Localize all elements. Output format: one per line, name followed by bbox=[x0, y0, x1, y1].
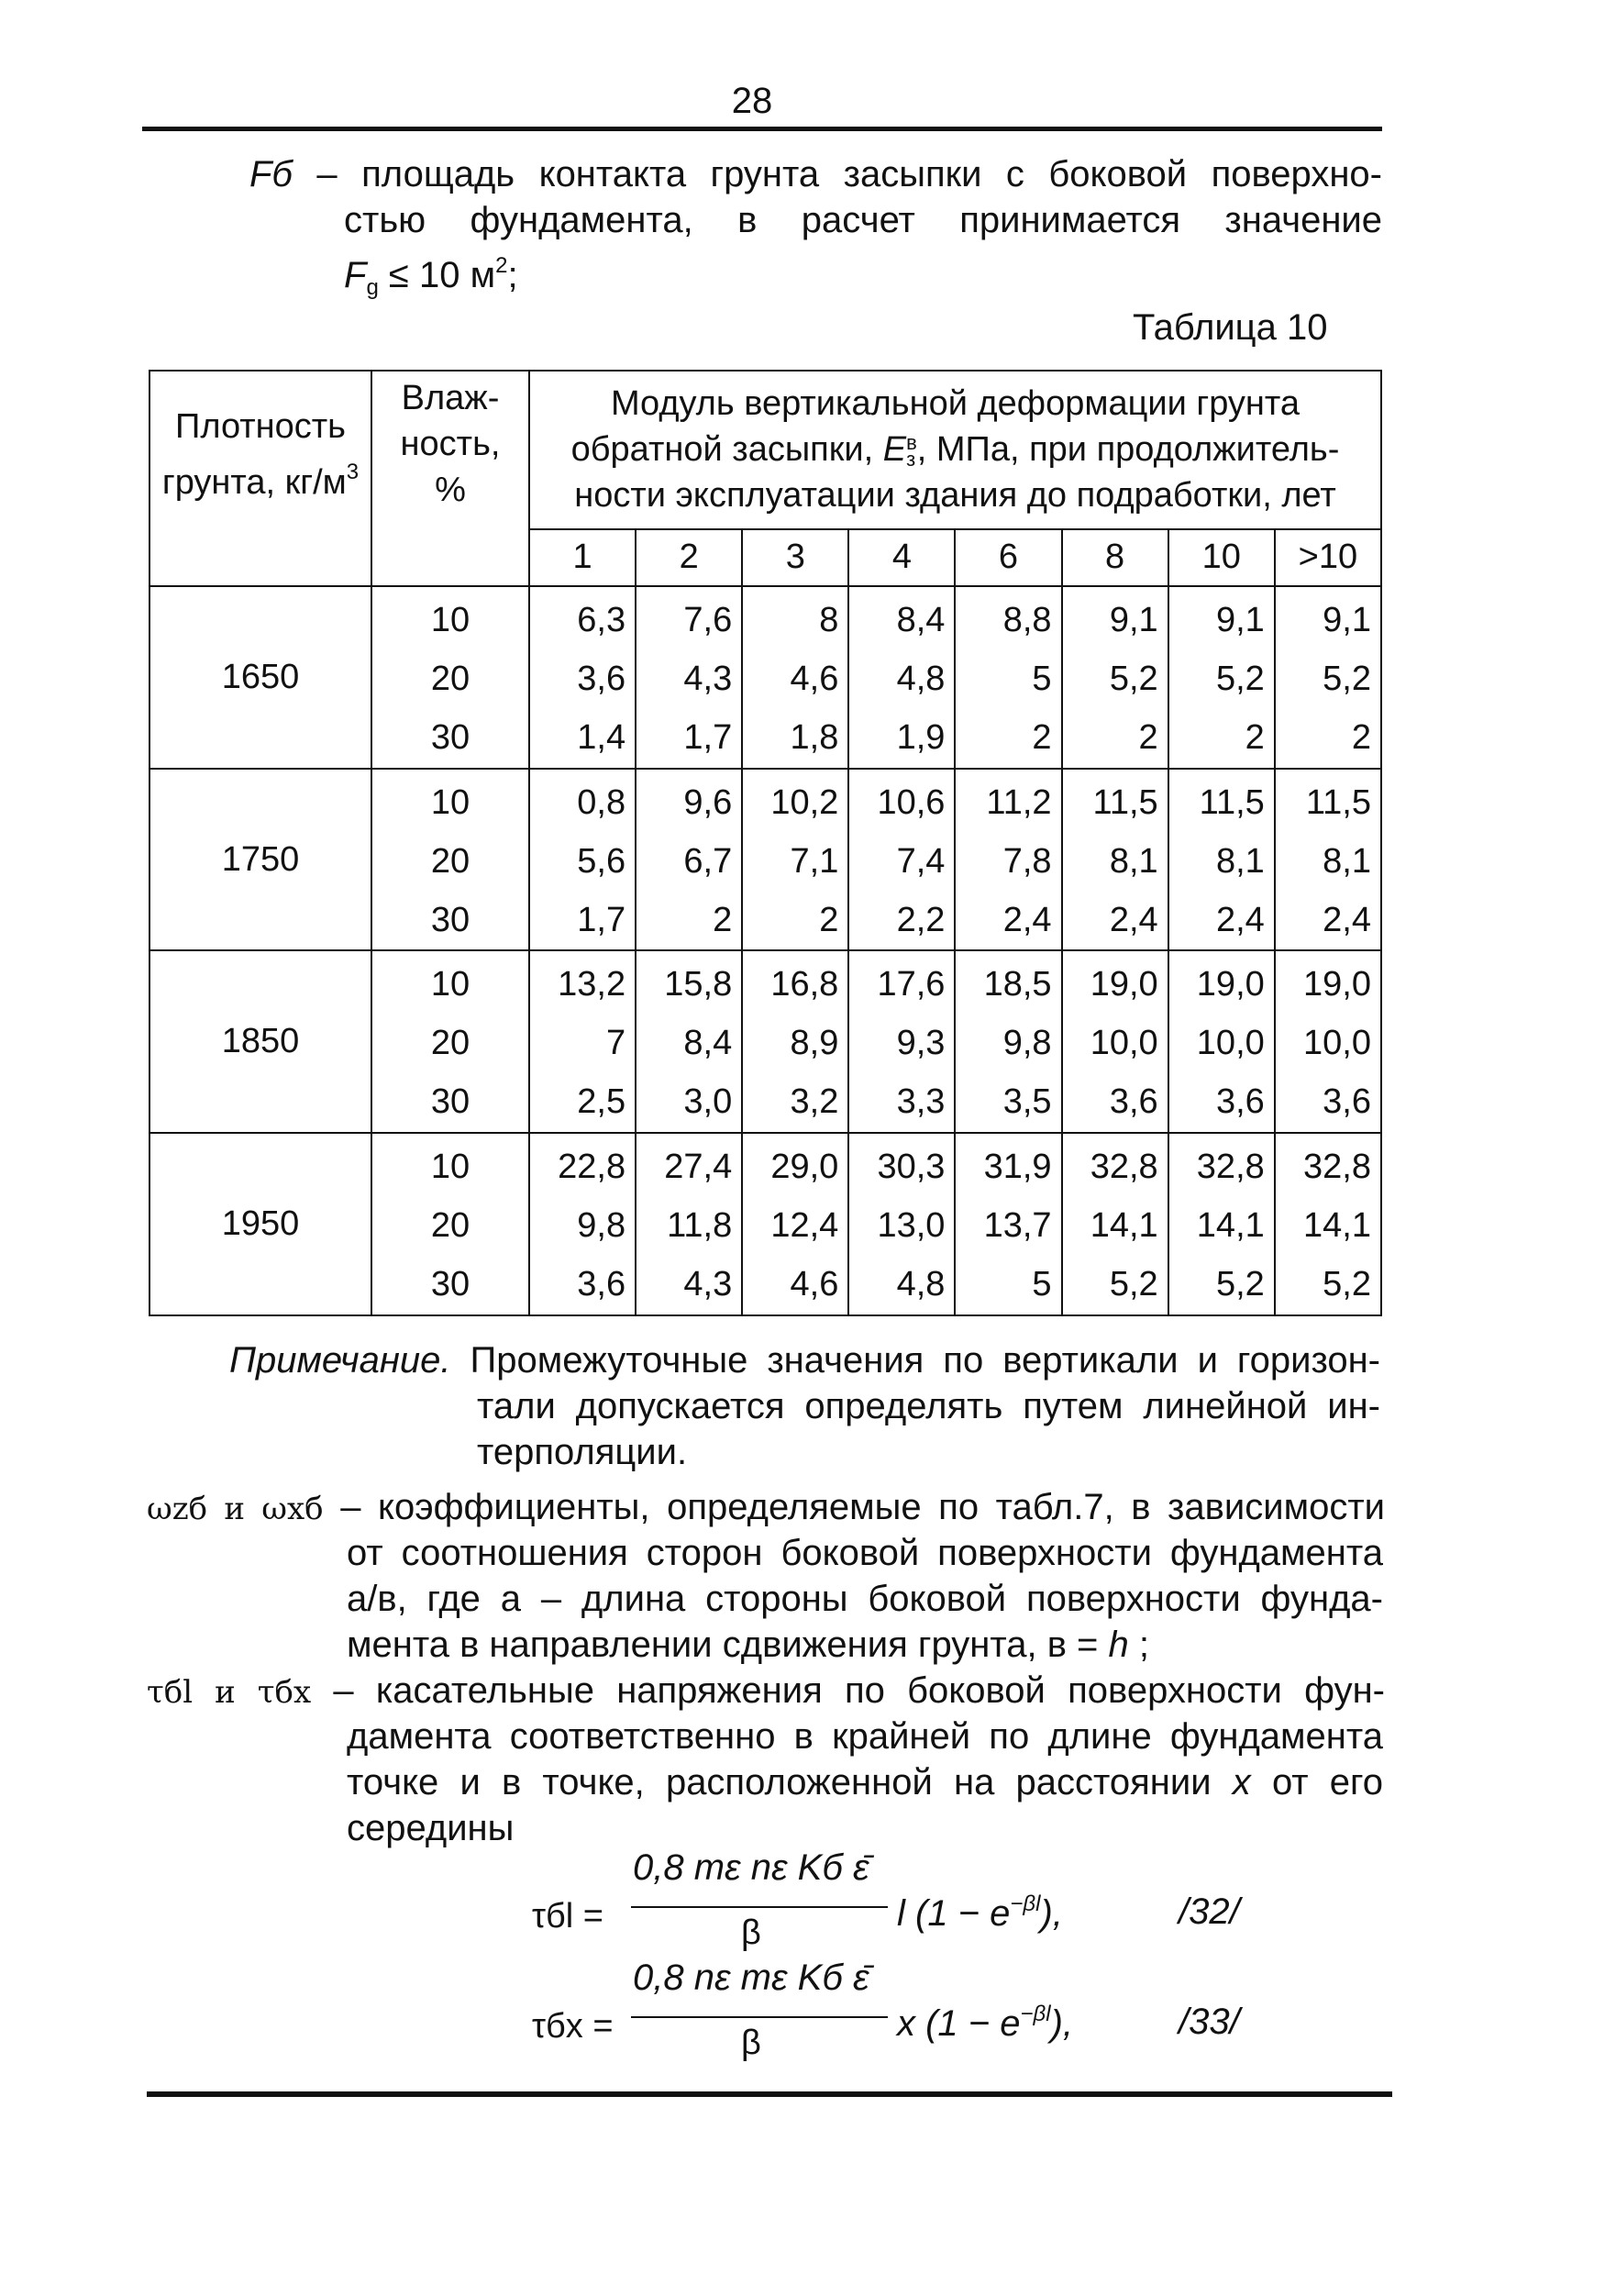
modulus-value: 2 bbox=[1351, 717, 1371, 757]
modulus-value: 9,3 bbox=[896, 1024, 946, 1063]
formula-33-exponent: −βl bbox=[1020, 2002, 1051, 2026]
modulus-value: 4,8 bbox=[896, 659, 946, 698]
header-modulus-l2b: , МПа, при продолжитель- bbox=[916, 430, 1340, 470]
modulus-cell bbox=[848, 769, 955, 951]
tau-text-1: – касательные напряжения по боковой поверхности фун- bbox=[333, 1670, 1385, 1711]
intro-text-1: – площадь контакта грунта засыпки с боковой поверхно- bbox=[316, 154, 1382, 194]
omega-line-4 bbox=[347, 1622, 1383, 1668]
header-density-sup: 3 bbox=[346, 460, 360, 484]
density-group-row bbox=[149, 769, 1381, 951]
modulus-value: 2 bbox=[713, 900, 733, 939]
modulus-value: 1,4 bbox=[577, 717, 626, 757]
formula-33-tail-end: ), bbox=[1050, 2003, 1074, 2044]
modulus-value: 9,1 bbox=[1109, 600, 1158, 639]
header-modulus-l3: ности эксплуатации здания до подработки, лет bbox=[574, 476, 1336, 516]
formula-32-exponent: −βl bbox=[1010, 1891, 1041, 1916]
year-cell: 3 bbox=[742, 529, 848, 586]
modulus-value: 2 bbox=[1138, 717, 1158, 757]
modulus-value: 1,9 bbox=[896, 717, 946, 757]
header-modulus-indices bbox=[906, 431, 917, 471]
modulus-value: 12,4 bbox=[770, 1206, 839, 1246]
modulus-value: 10,0 bbox=[1090, 1024, 1158, 1063]
modulus-cell bbox=[529, 586, 636, 769]
modulus-cell bbox=[1168, 1133, 1275, 1315]
density-cell: 1850 bbox=[149, 950, 371, 1133]
modulus-cell bbox=[1275, 1133, 1381, 1315]
density-group-row bbox=[149, 586, 1381, 769]
note-paragraph-cont bbox=[477, 1383, 1380, 1475]
modulus-value: 19,0 bbox=[1303, 965, 1371, 1004]
header-modulus-sub: з bbox=[906, 448, 916, 471]
density-cell: 1950 bbox=[149, 1133, 371, 1315]
modulus-value: 8 bbox=[819, 600, 839, 639]
modulus-value: 2,4 bbox=[1109, 900, 1158, 939]
modulus-value: 14,1 bbox=[1090, 1206, 1158, 1246]
modulus-value: 2,4 bbox=[1002, 900, 1052, 939]
modulus-cell bbox=[1062, 769, 1168, 951]
humidity-value: 10 bbox=[430, 782, 470, 822]
modulus-value: 5,2 bbox=[1215, 659, 1265, 698]
humidity-cell bbox=[371, 769, 529, 951]
intro-line-3 bbox=[344, 243, 1382, 311]
intro-fg-symbol: F bbox=[344, 255, 367, 295]
humidity-value: 20 bbox=[430, 1024, 470, 1063]
modulus-value: 18,5 bbox=[983, 965, 1052, 1004]
formula-32-tail bbox=[897, 1891, 1063, 1935]
formula-32-tail-end: ), bbox=[1040, 1893, 1063, 1934]
humidity-value: 30 bbox=[430, 900, 470, 939]
modulus-value: 1,7 bbox=[683, 717, 733, 757]
year-cell: 4 bbox=[848, 529, 955, 586]
modulus-value: 5,2 bbox=[1109, 659, 1158, 698]
modulus-value: 3,6 bbox=[577, 659, 626, 698]
header-modulus-symbol: E bbox=[882, 430, 907, 470]
header-modulus-l1: Модуль вертикальной деформации грунта bbox=[610, 384, 1301, 424]
humidity-value: 30 bbox=[430, 1265, 470, 1304]
tau-text-2: дамента соответственно в крайней по длине фундамента bbox=[347, 1716, 1383, 1757]
note-text-2: тали допускается определять путем линейной ин- bbox=[477, 1386, 1380, 1426]
note-text-1: Промежуточные значения по вертикали и горизон- bbox=[470, 1340, 1380, 1381]
humidity-value: 20 bbox=[430, 659, 470, 698]
modulus-value: 9,1 bbox=[1215, 600, 1265, 639]
modulus-value: 4,8 bbox=[896, 1265, 946, 1304]
formula-32-tail-text: l (1 − e bbox=[897, 1893, 1011, 1934]
modulus-value: 31,9 bbox=[983, 1148, 1052, 1187]
modulus-cell bbox=[1062, 1133, 1168, 1315]
modulus-value: 3,6 bbox=[1323, 1082, 1371, 1122]
modulus-cell bbox=[529, 769, 636, 951]
modulus-cell bbox=[955, 769, 1061, 951]
omega-definition bbox=[147, 1484, 1385, 1532]
modulus-value: 5,6 bbox=[577, 841, 626, 881]
humidity-value: 30 bbox=[430, 1082, 470, 1122]
modulus-value: 2,5 bbox=[577, 1082, 626, 1122]
modulus-cell bbox=[636, 769, 742, 951]
modulus-cell bbox=[742, 769, 848, 951]
modulus-value: 3,6 bbox=[1109, 1082, 1158, 1122]
modulus-value: 29,0 bbox=[770, 1148, 839, 1187]
formula-33-lhs: τбx = bbox=[532, 2007, 614, 2046]
note-text-3: терполяции. bbox=[477, 1432, 688, 1472]
omega-text-1: – коэффициенты, определяемые по табл.7, в зависимости bbox=[340, 1487, 1385, 1527]
humidity-value: 10 bbox=[430, 965, 470, 1004]
density-cell: 1750 bbox=[149, 769, 371, 951]
modulus-value: 5,2 bbox=[1109, 1265, 1158, 1304]
modulus-cell bbox=[1062, 586, 1168, 769]
footer-rule bbox=[147, 2091, 1392, 2097]
modulus-value: 1,7 bbox=[577, 900, 626, 939]
density-group-row bbox=[149, 1133, 1381, 1315]
modulus-value: 9,8 bbox=[1002, 1024, 1052, 1063]
intro-fg-sub: g bbox=[366, 275, 379, 300]
omega-h-symbol: h bbox=[1108, 1625, 1129, 1665]
year-cell: 1 bbox=[529, 529, 636, 586]
modulus-cell bbox=[636, 950, 742, 1133]
modulus-value: 5 bbox=[1032, 659, 1052, 698]
modulus-value: 4,3 bbox=[683, 659, 733, 698]
header-density-l1: Плотность bbox=[175, 407, 346, 446]
year-cell: 10 bbox=[1168, 529, 1275, 586]
modulus-value: 11,8 bbox=[667, 1206, 733, 1246]
intro-paragraph-cont bbox=[344, 197, 1382, 311]
modulus-value: 2,2 bbox=[896, 900, 946, 939]
humidity-value: 20 bbox=[430, 841, 470, 881]
modulus-value: 4,3 bbox=[683, 1265, 733, 1304]
tau-text-4: середины bbox=[347, 1808, 515, 1848]
humidity-cell bbox=[371, 586, 529, 769]
modulus-value: 8,4 bbox=[683, 1024, 733, 1063]
modulus-value: 3,3 bbox=[896, 1082, 946, 1122]
formula-33-denominator: β bbox=[741, 2024, 761, 2062]
modulus-value: 8,1 bbox=[1215, 841, 1265, 881]
modulus-value: 8,8 bbox=[1002, 600, 1052, 639]
modulus-value: 9,6 bbox=[683, 782, 733, 822]
humidity-value: 10 bbox=[430, 600, 470, 639]
note-paragraph bbox=[229, 1337, 1380, 1383]
modulus-value: 3,6 bbox=[1215, 1082, 1265, 1122]
modulus-value: 32,8 bbox=[1303, 1148, 1371, 1187]
modulus-value: 7,6 bbox=[683, 600, 733, 639]
year-cell: >10 bbox=[1275, 529, 1381, 586]
formula-33-fraction-bar bbox=[631, 2016, 888, 2018]
modulus-value: 5 bbox=[1032, 1265, 1052, 1304]
header-humidity-l2: ность, % bbox=[400, 425, 501, 509]
modulus-value: 3,5 bbox=[1002, 1082, 1052, 1122]
density-group-row bbox=[149, 950, 1381, 1133]
modulus-cell bbox=[742, 1133, 848, 1315]
modulus-value: 6,3 bbox=[577, 600, 626, 639]
modulus-value: 22,8 bbox=[558, 1148, 626, 1187]
modulus-cell bbox=[848, 586, 955, 769]
formula-33-tag: /33/ bbox=[1179, 2002, 1240, 2042]
modulus-value: 11,5 bbox=[1092, 782, 1158, 822]
modulus-value: 15,8 bbox=[664, 965, 733, 1004]
modulus-value: 5,2 bbox=[1323, 1265, 1371, 1304]
header-density-l2: грунта, кг/м bbox=[161, 463, 347, 502]
modulus-value: 9,8 bbox=[577, 1206, 626, 1246]
intro-fg-end: ; bbox=[507, 255, 518, 295]
modulus-cell bbox=[1168, 586, 1275, 769]
density-cell: 1650 bbox=[149, 586, 371, 769]
modulus-value: 2,4 bbox=[1215, 900, 1265, 939]
modulus-cell bbox=[1275, 586, 1381, 769]
modulus-value: 10,2 bbox=[770, 782, 839, 822]
modulus-value: 0,8 bbox=[577, 782, 626, 822]
humidity-value: 30 bbox=[430, 717, 470, 757]
intro-symbol: Fб bbox=[249, 154, 293, 194]
formula-33-tail bbox=[897, 2002, 1073, 2045]
modulus-value: 11,2 bbox=[986, 782, 1052, 822]
modulus-cell bbox=[848, 1133, 955, 1315]
intro-fg-sup: 2 bbox=[495, 253, 508, 278]
modulus-value: 7,1 bbox=[790, 841, 839, 881]
modulus-value: 3,0 bbox=[683, 1082, 733, 1122]
modulus-value: 13,2 bbox=[558, 965, 626, 1004]
modulus-cell bbox=[529, 950, 636, 1133]
modulus-value: 10,0 bbox=[1303, 1024, 1371, 1063]
modulus-value: 3,6 bbox=[577, 1265, 626, 1304]
modulus-cell bbox=[1275, 950, 1381, 1133]
formula-32-denominator: β bbox=[741, 1913, 761, 1952]
header-density bbox=[149, 371, 371, 586]
omega-symbol: ωzб и ωxб bbox=[147, 1491, 324, 1527]
modulus-cell bbox=[636, 1133, 742, 1315]
formula-32-lhs: τбl = bbox=[532, 1897, 603, 1936]
header-modulus-sup: в bbox=[906, 431, 917, 455]
modulus-cell bbox=[848, 950, 955, 1133]
modulus-value: 6,7 bbox=[683, 841, 733, 881]
intro-paragraph bbox=[249, 151, 1382, 197]
modulus-cell bbox=[955, 950, 1061, 1133]
omega-definition-cont bbox=[347, 1530, 1383, 1668]
year-cell: 2 bbox=[636, 529, 742, 586]
header-humidity-l1: Влаж- bbox=[401, 379, 500, 417]
modulus-cell bbox=[955, 586, 1061, 769]
tau-x-symbol: x bbox=[1232, 1762, 1251, 1802]
header-modulus bbox=[529, 371, 1381, 529]
humidity-value: 20 bbox=[430, 1206, 470, 1246]
omega-text-2: от соотношения сторон боковой поверхности фундамента bbox=[347, 1533, 1383, 1573]
omega-text-4: мента в направлении сдвижения грунта, в = bbox=[347, 1625, 1099, 1665]
modulus-cell bbox=[636, 586, 742, 769]
modulus-value: 14,1 bbox=[1303, 1206, 1371, 1246]
modulus-value: 1,8 bbox=[790, 717, 839, 757]
modulus-cell bbox=[1168, 769, 1275, 951]
header-rule bbox=[142, 127, 1382, 131]
tau-line-3 bbox=[347, 1759, 1383, 1805]
formula-32-numerator: 0,8 mε nε Kб ε̄ bbox=[633, 1847, 869, 1888]
tau-symbol: τбl и τбx bbox=[147, 1674, 312, 1711]
year-cell: 8 bbox=[1062, 529, 1168, 586]
modulus-cell bbox=[955, 1133, 1061, 1315]
modulus-cell bbox=[742, 586, 848, 769]
modulus-value: 4,6 bbox=[790, 1265, 839, 1304]
modulus-value: 11,5 bbox=[1199, 782, 1265, 822]
modulus-cell bbox=[1275, 769, 1381, 951]
modulus-cell bbox=[529, 1133, 636, 1315]
modulus-value: 32,8 bbox=[1090, 1148, 1158, 1187]
modulus-value: 13,7 bbox=[983, 1206, 1052, 1246]
modulus-value: 8,1 bbox=[1109, 841, 1158, 881]
modulus-value: 2 bbox=[1245, 717, 1265, 757]
modulus-value: 32,8 bbox=[1196, 1148, 1265, 1187]
omega-text-3: а/в, где а – длина стороны боковой поверхности фунда- bbox=[347, 1579, 1383, 1619]
table-body bbox=[149, 586, 1381, 1315]
page-number: 28 bbox=[731, 81, 773, 121]
modulus-value: 17,6 bbox=[877, 965, 946, 1004]
modulus-value: 5,2 bbox=[1323, 659, 1371, 698]
tau-definition bbox=[147, 1668, 1385, 1715]
modulus-value: 8,1 bbox=[1323, 841, 1371, 881]
intro-line-1 bbox=[249, 151, 1382, 197]
humidity-cell bbox=[371, 1133, 529, 1315]
tau-line-1 bbox=[147, 1668, 1385, 1715]
modulus-value: 7,8 bbox=[1002, 841, 1052, 881]
modulus-value: 8,4 bbox=[896, 600, 946, 639]
modulus-value: 13,0 bbox=[877, 1206, 946, 1246]
omega-text-4-end: ; bbox=[1128, 1625, 1150, 1665]
formula-32-tag: /32/ bbox=[1179, 1891, 1240, 1932]
humidity-cell bbox=[371, 950, 529, 1133]
omega-line-1 bbox=[147, 1484, 1385, 1532]
modulus-value: 9,1 bbox=[1323, 600, 1371, 639]
modulus-value: 27,4 bbox=[664, 1148, 733, 1187]
header-modulus-l2a: обратной засыпки, bbox=[570, 430, 874, 470]
tau-definition-cont bbox=[347, 1714, 1383, 1851]
modulus-value: 5,2 bbox=[1215, 1265, 1265, 1304]
modulus-value: 30,3 bbox=[877, 1148, 946, 1187]
modulus-value: 7,4 bbox=[896, 841, 946, 881]
intro-fg-value: ≤ 10 м bbox=[378, 255, 496, 295]
note-label: Примечание. bbox=[229, 1340, 451, 1381]
modulus-value: 2 bbox=[1032, 717, 1052, 757]
modulus-value: 14,1 bbox=[1196, 1206, 1265, 1246]
modulus-value: 10,0 bbox=[1196, 1024, 1265, 1063]
tau-text-3a: точке и в точке, расположенной на расстоянии bbox=[347, 1762, 1212, 1802]
formula-33-tail-text: x (1 − e bbox=[897, 2003, 1021, 2044]
tau-text-3b: от его bbox=[1271, 1762, 1384, 1802]
modulus-value: 11,5 bbox=[1305, 782, 1371, 822]
formula-32-fraction-bar bbox=[631, 1906, 888, 1908]
modulus-value: 2 bbox=[819, 900, 839, 939]
table-caption: Таблица 10 bbox=[1133, 307, 1328, 348]
modulus-value: 2,4 bbox=[1323, 900, 1371, 939]
deformation-modulus-table bbox=[149, 370, 1382, 1316]
modulus-value: 8,9 bbox=[790, 1024, 839, 1063]
intro-line-2: стью фундамента, в расчет принимается значение bbox=[344, 200, 1382, 240]
header-humidity bbox=[371, 371, 529, 586]
modulus-cell bbox=[1062, 950, 1168, 1133]
humidity-value: 10 bbox=[430, 1148, 470, 1187]
formula-33-numerator: 0,8 nε mε Kб ε̄ bbox=[633, 1958, 869, 1998]
modulus-cell bbox=[1168, 950, 1275, 1133]
modulus-value: 19,0 bbox=[1090, 965, 1158, 1004]
modulus-value: 19,0 bbox=[1196, 965, 1265, 1004]
year-cell: 6 bbox=[955, 529, 1061, 586]
modulus-value: 10,6 bbox=[877, 782, 946, 822]
note-line-1 bbox=[229, 1337, 1380, 1383]
table-header-row bbox=[149, 371, 1381, 529]
modulus-value: 7 bbox=[605, 1024, 626, 1063]
modulus-value: 3,2 bbox=[790, 1082, 839, 1122]
modulus-value: 16,8 bbox=[770, 965, 839, 1004]
modulus-cell bbox=[742, 950, 848, 1133]
modulus-value: 4,6 bbox=[790, 659, 839, 698]
